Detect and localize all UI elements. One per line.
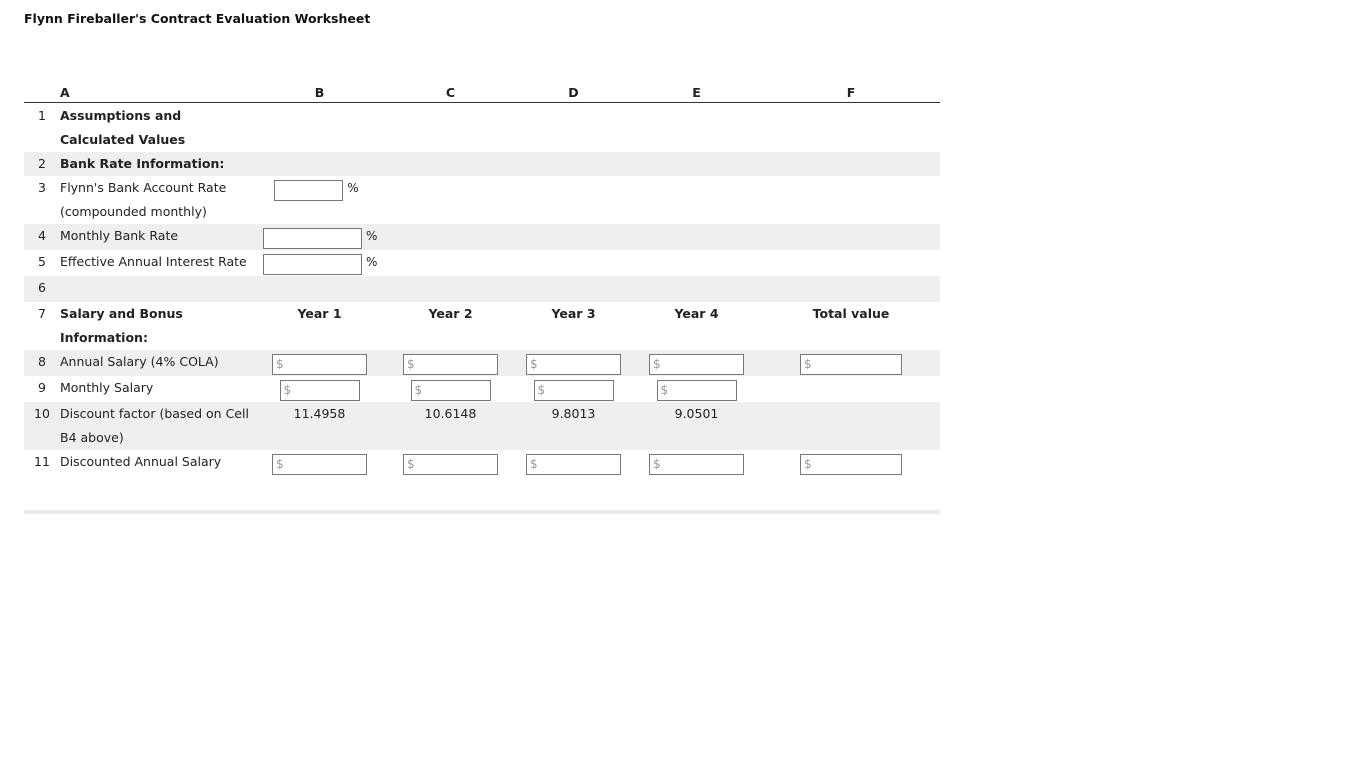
discount-factor-year-1: 11.4958	[254, 402, 385, 450]
row-label: Monthly Bank Rate	[60, 224, 254, 250]
year-3-header: Year 3	[551, 306, 596, 321]
table-row-8	[24, 350, 940, 376]
annual-salary-total-input[interactable]	[800, 354, 902, 375]
row-label: Annual Salary (4% COLA)	[60, 350, 254, 376]
monthly-bank-rate-input[interactable]	[263, 228, 362, 249]
table-row-7	[24, 302, 940, 350]
monthly-salary-year-2-input[interactable]	[411, 380, 491, 401]
table-row-10	[24, 402, 940, 450]
percent-unit: %	[366, 255, 378, 269]
table-row-6	[24, 276, 940, 302]
bank-account-rate-input[interactable]	[274, 180, 343, 201]
row-label: Bank Rate Information:	[60, 152, 254, 176]
year-4-header: Year 4	[674, 306, 719, 321]
discount-factor-year-2: 10.6148	[385, 402, 516, 450]
row-number: 6	[24, 276, 60, 302]
table-bottom-divider	[24, 510, 940, 514]
column-header-b: B	[254, 82, 385, 103]
column-header-f: F	[762, 82, 940, 103]
row-label: Effective Annual Interest Rate	[60, 254, 247, 269]
monthly-salary-year-3-input[interactable]	[534, 380, 614, 401]
corner-header	[24, 82, 60, 103]
worksheet-table	[24, 82, 940, 476]
row-number: 7	[38, 306, 46, 321]
row-number: 4	[24, 224, 60, 250]
percent-unit: %	[347, 181, 359, 195]
row-label: Flynn's Bank Account Rate (compounded monthly)	[60, 180, 227, 219]
year-2-header: Year 2	[428, 306, 473, 321]
column-header-a: A	[60, 82, 254, 103]
annual-salary-year-3-input[interactable]	[526, 354, 621, 375]
column-header-c: C	[385, 82, 516, 103]
discount-factor-year-4: 9.0501	[631, 402, 762, 450]
discounted-salary-year-1-input[interactable]	[272, 454, 367, 475]
row-number: 5	[38, 254, 46, 269]
table-row-4	[24, 224, 940, 250]
percent-unit: %	[366, 229, 378, 243]
row-number: 10	[24, 402, 60, 450]
row-number: 1	[38, 108, 46, 123]
discounted-salary-year-4-input[interactable]	[649, 454, 744, 475]
total-value-header: Total value	[812, 306, 890, 321]
effective-annual-rate-input[interactable]	[263, 254, 362, 275]
discounted-salary-year-3-input[interactable]	[526, 454, 621, 475]
row-label: Assumptions and Calculated Values	[60, 108, 186, 147]
discounted-salary-year-2-input[interactable]	[403, 454, 498, 475]
discounted-salary-total-input[interactable]	[800, 454, 902, 475]
table-row-11	[24, 450, 940, 476]
row-number: 8	[24, 350, 60, 376]
row-label	[60, 276, 254, 302]
page-title: Flynn Fireballer's Contract Evaluation Worksheet	[24, 11, 371, 26]
table-row-9	[24, 376, 940, 402]
annual-salary-year-1-input[interactable]	[272, 354, 367, 375]
column-header-row	[24, 82, 940, 103]
row-label: Monthly Salary	[60, 380, 154, 395]
row-number: 3	[38, 180, 46, 195]
row-number: 2	[24, 152, 60, 176]
year-1-header: Year 1	[297, 306, 342, 321]
row-label: Discount factor (based on Cell B4 above)	[60, 402, 254, 450]
table-row-5	[24, 250, 940, 276]
column-header-e: E	[631, 82, 762, 103]
monthly-salary-year-1-input[interactable]	[280, 380, 360, 401]
discount-factor-year-3: 9.8013	[516, 402, 631, 450]
monthly-salary-year-4-input[interactable]	[657, 380, 737, 401]
row-number: 11	[34, 454, 50, 469]
table-row-3	[24, 176, 940, 224]
row-number: 9	[38, 380, 46, 395]
annual-salary-year-2-input[interactable]	[403, 354, 498, 375]
annual-salary-year-4-input[interactable]	[649, 354, 744, 375]
column-header-d: D	[516, 82, 631, 103]
table-row-2	[24, 152, 940, 176]
row-label: Discounted Annual Salary	[60, 454, 222, 469]
table-row-1	[24, 103, 940, 153]
row-label: Salary and Bonus Information:	[60, 306, 183, 345]
